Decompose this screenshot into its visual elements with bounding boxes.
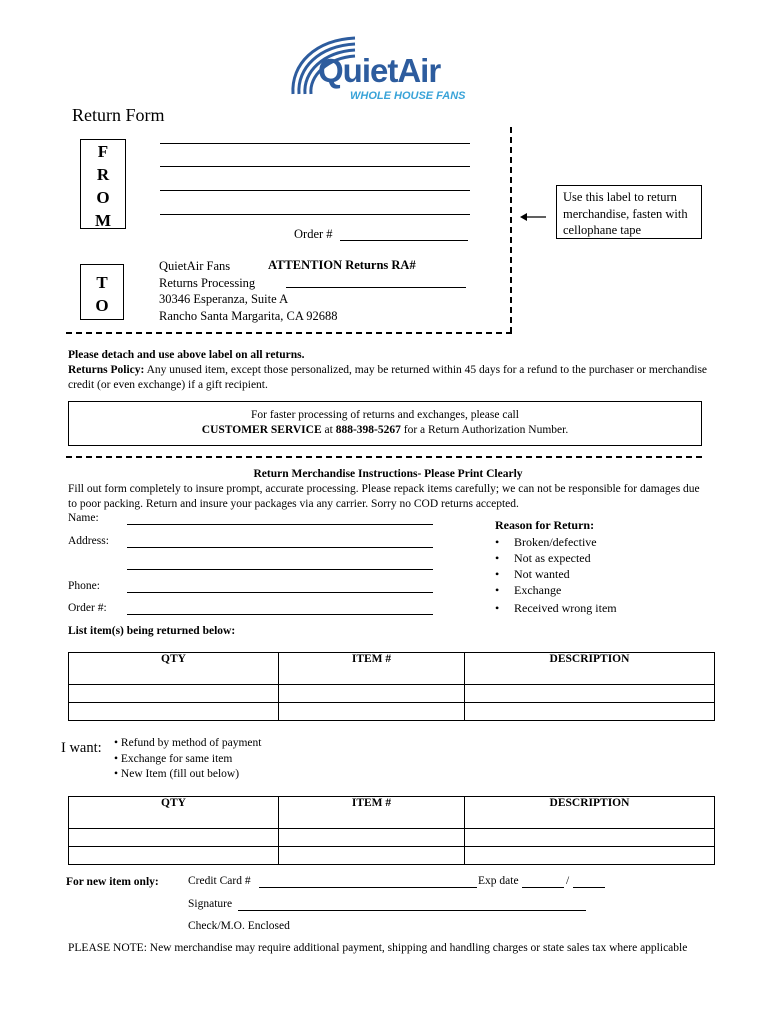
item-cell[interactable] — [279, 829, 465, 847]
policy-text — [68, 363, 708, 393]
qty-cell[interactable] — [69, 829, 279, 847]
signature-label: Signature — [188, 898, 233, 910]
cut-line-vertical — [510, 127, 512, 333]
logo-brand: QuietAir — [318, 52, 441, 89]
exp-month-field[interactable] — [522, 887, 564, 888]
from-letter: O — [96, 188, 110, 207]
address-line-1: QuietAir Fans — [159, 259, 231, 273]
description-header: DESCRIPTION — [465, 797, 715, 829]
address-label: Address: — [68, 535, 109, 547]
to-letter: O — [95, 296, 109, 315]
to-letter: T — [96, 273, 108, 292]
name-field[interactable] — [127, 524, 433, 525]
description-cell[interactable] — [465, 703, 715, 721]
from-letter: M — [94, 211, 112, 230]
qty-cell[interactable] — [69, 685, 279, 703]
address-field-1[interactable] — [127, 547, 433, 548]
policy-body: Any unused item, except those personalized, may be returned within 45 days for a refund to the purchaser or merchandise credit (or even exchange) if a gift recipient. — [68, 364, 708, 391]
name-label: Name: — [68, 512, 99, 524]
table-row — [69, 685, 715, 703]
reason-option[interactable]: • Not as expected — [495, 550, 617, 566]
description-cell[interactable] — [465, 829, 715, 847]
exp-separator: / — [566, 875, 570, 887]
qty-header: QTY — [69, 653, 279, 685]
item-header: ITEM # — [279, 653, 465, 685]
order-number-field[interactable] — [127, 614, 433, 615]
call-at: at — [321, 424, 336, 436]
exp-year-field[interactable] — [573, 887, 605, 888]
from-line-4[interactable] — [160, 214, 470, 215]
want-options — [114, 736, 261, 783]
new-items-table — [68, 796, 715, 865]
qty-header: QTY — [69, 797, 279, 829]
qty-cell[interactable] — [69, 703, 279, 721]
want-option[interactable]: • New Item (fill out below) — [114, 767, 261, 783]
qty-cell[interactable] — [69, 847, 279, 865]
want-option[interactable]: • Exchange for same item — [114, 752, 261, 768]
want-option[interactable]: • Refund by method of payment — [114, 736, 261, 752]
table-row — [69, 703, 715, 721]
item-header: ITEM # — [279, 797, 465, 829]
address-field-2[interactable] — [127, 569, 433, 570]
returned-items-table — [68, 652, 715, 721]
i-want-label: I want: — [61, 740, 102, 756]
table-header-row — [69, 653, 715, 685]
call-line-1: For faster processing of returns and exchanges, please call — [251, 409, 519, 421]
table-row — [69, 847, 715, 865]
from-letter: F — [97, 142, 109, 161]
instructions-section — [68, 467, 708, 512]
reason-title: Reason for Return: — [495, 518, 595, 532]
from-line-2[interactable] — [160, 166, 470, 167]
instructions-text: Fill out form completely to insure prompt, accurate processing. Please repack items carefully; we can not be responsible for damages due to poor packing. Return and insure your packages via any carrier. Sorry no COD returns accepted. — [68, 483, 700, 510]
description-cell[interactable] — [465, 847, 715, 865]
cs-phone: 888-398-5267 — [335, 424, 401, 436]
list-label: List item(s) being returned below: — [68, 625, 236, 637]
call-tail: for a Return Authorization Number. — [400, 424, 569, 436]
please-note: PLEASE NOTE: New merchandise may require additional payment, shipping and handling charges or state sales tax where applicable — [68, 942, 688, 954]
credit-card-label: Credit Card # — [188, 875, 251, 887]
signature-field[interactable] — [238, 910, 586, 911]
instructions-title: Return Merchandise Instructions- Please Print Clearly — [253, 468, 523, 480]
reason-list — [495, 534, 617, 616]
cut-line-horizontal — [66, 332, 512, 334]
check-enclosed: Check/M.O. Enclosed — [188, 920, 290, 932]
call-line-2 — [69, 423, 701, 438]
order-line[interactable] — [340, 240, 468, 241]
cut-line-2 — [66, 456, 702, 458]
reason-option[interactable]: • Not wanted — [495, 566, 617, 582]
phone-label: Phone: — [68, 580, 100, 592]
ra-number-line[interactable] — [286, 287, 466, 288]
label-callout: Use this label to return merchandise, fasten with cellophane tape — [556, 185, 702, 239]
to-box — [80, 264, 124, 320]
item-cell[interactable] — [279, 703, 465, 721]
detach-note: Please detach and use above label on all returns. — [68, 349, 305, 361]
description-cell[interactable] — [465, 685, 715, 703]
table-row — [69, 829, 715, 847]
customer-service-box — [68, 401, 702, 446]
from-letter: R — [96, 165, 110, 184]
item-cell[interactable] — [279, 847, 465, 865]
attention-ra: ATTENTION Returns RA# — [268, 258, 416, 272]
order-number-label: Order #: — [68, 602, 107, 614]
policy-label: Returns Policy: — [68, 364, 145, 376]
exp-date-label: Exp date — [478, 875, 519, 887]
address-line-4: Rancho Santa Margarita, CA 92688 — [159, 308, 338, 323]
form-title: Return Form — [72, 105, 165, 125]
policy-section — [68, 348, 708, 393]
address-line-3: 30346 Esperanza, Suite A — [159, 292, 289, 306]
logo-tagline: WHOLE HOUSE FANS — [350, 90, 466, 102]
phone-field[interactable] — [127, 592, 433, 593]
item-cell[interactable] — [279, 685, 465, 703]
credit-card-field[interactable] — [259, 887, 477, 888]
from-box — [80, 139, 126, 229]
table-header-row — [69, 797, 715, 829]
new-item-label: For new item only: — [66, 876, 159, 888]
order-label: Order # — [294, 227, 333, 241]
from-line-1[interactable] — [160, 143, 470, 144]
cs-label: CUSTOMER SERVICE — [201, 424, 322, 436]
reason-option[interactable]: • Broken/defective — [495, 534, 617, 550]
description-header: DESCRIPTION — [465, 653, 715, 685]
reason-option[interactable]: • Exchange — [495, 582, 617, 598]
from-line-3[interactable] — [160, 190, 470, 191]
reason-option[interactable]: • Received wrong item — [495, 600, 617, 616]
address-line-2: Returns Processing — [159, 275, 256, 290]
arrow-left-icon — [520, 212, 546, 222]
